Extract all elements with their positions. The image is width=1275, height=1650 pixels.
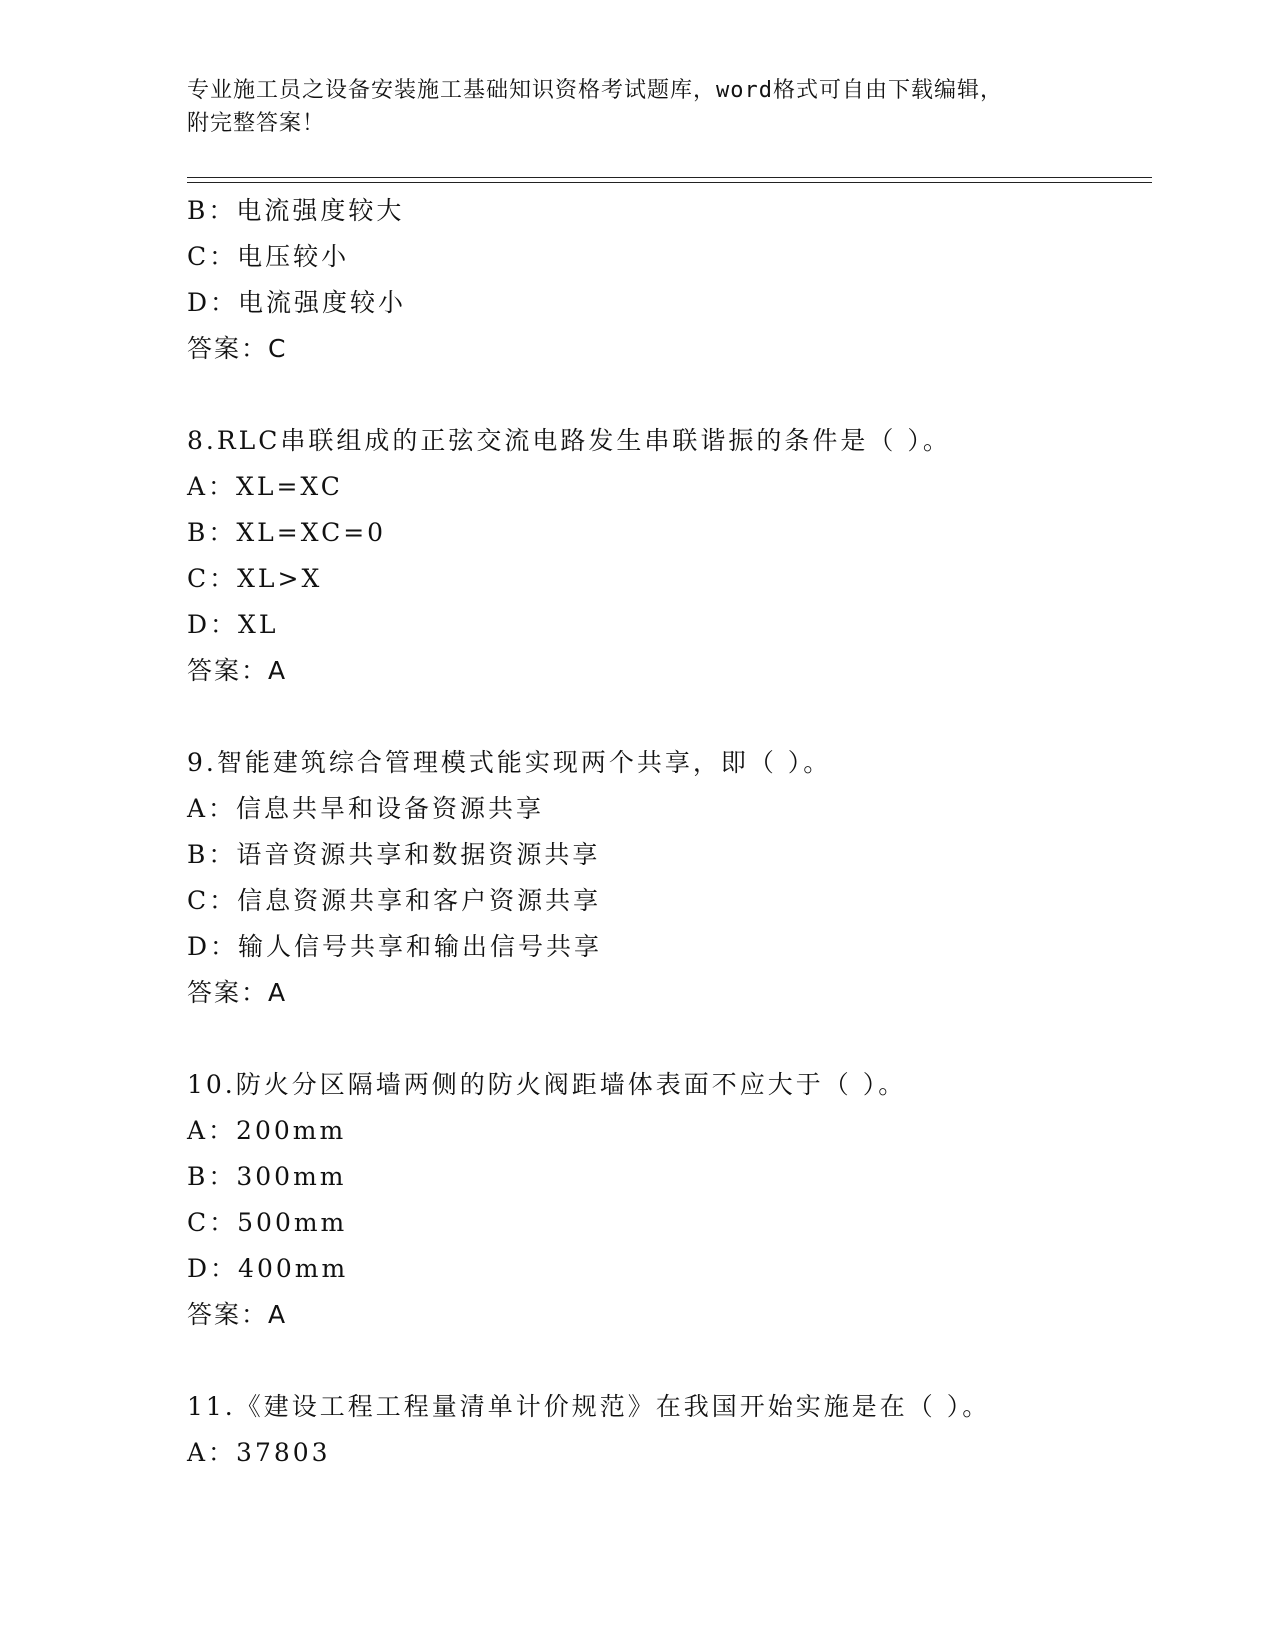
answer: 答案：A (187, 656, 288, 685)
option-a: A：信息共旱和设备资源共享 (187, 794, 545, 823)
spacer (187, 1016, 1152, 1062)
header-divider-top (187, 177, 1152, 178)
header-line-2: 附完整答案！ (187, 111, 326, 136)
question-text: 11.《建设工程工程量清单计价规范》在我国开始实施是在（ ）。 (187, 1392, 991, 1421)
option-b: B：300mm (187, 1162, 347, 1191)
question-text: 8.RLC串联组成的正弦交流电路发生串联谐振的条件是（ ）。 (187, 426, 951, 455)
question-11 (187, 1384, 1152, 1476)
option-a: A：37803 (187, 1438, 331, 1467)
spacer (187, 1338, 1152, 1384)
spacer (187, 372, 1152, 418)
option-b: B：XL=XC=0 (187, 518, 387, 547)
option-d: D：400mm (187, 1254, 349, 1283)
question-8 (187, 418, 1152, 694)
header-line-1: 专业施工员之设备安装施工基础知识资格考试题库，word格式可自由下载编辑， (187, 78, 1003, 103)
question-list (187, 188, 1152, 1476)
option-c: C：电压较小 (187, 242, 350, 271)
document-header (187, 74, 1087, 140)
option-b: B：语音资源共享和数据资源共享 (187, 840, 601, 869)
option-c: C：XL>X (187, 564, 323, 593)
answer: 答案：C (187, 334, 288, 363)
option-c: C：500mm (187, 1208, 348, 1237)
option-d: D：电流强度较小 (187, 288, 407, 317)
question-10 (187, 1062, 1152, 1338)
answer: 答案：A (187, 978, 288, 1007)
answer: 答案：A (187, 1300, 288, 1329)
question-text: 9.智能建筑综合管理模式能实现两个共享，即（ ）。 (187, 748, 832, 777)
option-c: C：信息资源共享和客户资源共享 (187, 886, 602, 915)
question-7-tail (187, 188, 1152, 372)
option-a: A：XL=XC (187, 472, 343, 501)
question-text: 10.防火分区隔墙两侧的防火阀距墙体表面不应大于（ ）。 (187, 1070, 907, 1099)
option-b: B：电流强度较大 (187, 196, 405, 225)
header-divider-bottom (187, 182, 1152, 183)
option-a: A：200mm (187, 1116, 347, 1145)
option-d: D：XL (187, 610, 279, 639)
option-d: D：输人信号共享和输出信号共享 (187, 932, 603, 961)
spacer (187, 694, 1152, 740)
question-9 (187, 740, 1152, 1016)
